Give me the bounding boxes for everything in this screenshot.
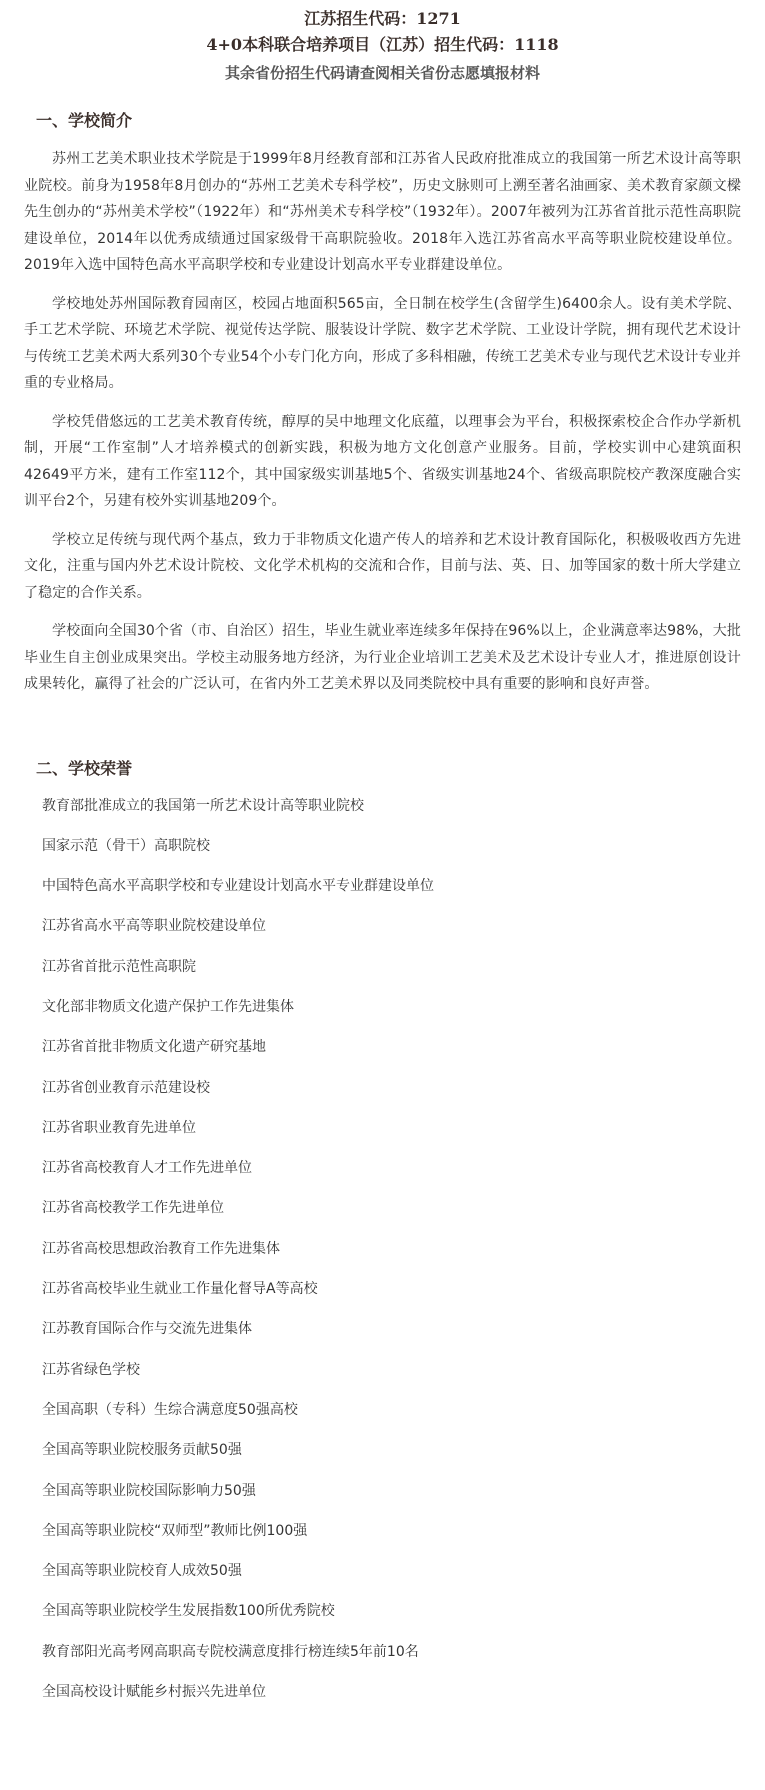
honor-item: 江苏教育国际合作与交流先进集体 — [42, 1321, 252, 1338]
honor-item: 江苏省创业教育示范建设校 — [42, 1079, 210, 1096]
admission-codes-header — [18, 6, 747, 86]
intro-paragraph-history: 苏州工艺美术职业技术学院是于1999年8月经教育部和江苏省人民政府批准成立的我国第一所艺术设计高等职业院校。前身为1958年8月创办的“苏州工艺美术专科学校”，历史文脉则可上溯至著名油画家、美术教育家颜文樑先生创办的“苏州美术学校”（1922年）和“苏州美术专科学校”（1932年）。2007年被列为江苏省首批示范性高职院建设单位，2014年以优秀成绩通过国家级骨干高职院验收。2018年入选江苏省高水平高等职业院校建设单位。2019年入选中国特色高水平高职学校和专业建设计划高水平专业群建设单位。 — [24, 151, 741, 273]
honor-item: 教育部阳光高考网高职高专院校满意度排行榜连续5年前10名 — [42, 1643, 419, 1660]
intro-paragraph-international: 学校立足传统与现代两个基点，致力于非物质文化遗产传人的培养和艺术设计教育国际化，积极吸收西方先进文化，注重与国内外艺术设计院校、文化学术机构的交流和合作，目前与法、英、日、加等国家的数十所大学建立了稳定的合作关系。 — [24, 531, 741, 601]
honor-item: 江苏省高校思想政治教育工作先进集体 — [42, 1240, 280, 1257]
honor-item: 全国高等职业院校服务贡献50强 — [42, 1442, 242, 1459]
honor-item: 江苏省职业教育先进单位 — [42, 1119, 196, 1136]
honor-item: 中国特色高水平高职学校和专业建设计划高水平专业群建设单位 — [42, 878, 434, 895]
section-title-honors: 二、学校荣誉 — [36, 758, 133, 778]
honor-item: 江苏省高校毕业生就业工作量化督导A等高校 — [42, 1281, 318, 1298]
intro-paragraph-employment: 学校面向全国30个省（市、自治区）招生，毕业生就业率连续多年保持在96%以上，企业满意率达98%，大批毕业生自主创业成果突出。学校主动服务地方经济，为行业企业培训工艺美术及艺术设计专业人才，推进原创设计成果转化，赢得了社会的广泛认可，在省内外工艺美术界以及同类院校中具有重要的影响和良好声誉。 — [24, 623, 741, 692]
intro-paragraph-campus: 学校地处苏州国际教育园南区，校园占地面积565亩，全日制在校学生(含留学生)6400余人。设有美术学院、手工艺术学院、环境艺术学院、视觉传达学院、服装设计学院、数字艺术学院、工业设计学院，拥有现代艺术设计与传统工艺美术两大系列30个专业54个小专门化方向，形成了多科相融，传统工艺美术专业与现代艺术设计专业并重的专业格局。 — [24, 295, 741, 391]
honor-item: 全国高等职业院校国际影响力50强 — [42, 1482, 256, 1499]
joint-program-admission-code: 4+0本科联合培养项目（江苏）招生代码：1118 — [206, 35, 559, 54]
honor-item: 江苏省绿色学校 — [42, 1361, 140, 1378]
honor-item: 江苏省高校教学工作先进单位 — [42, 1200, 224, 1217]
honor-item: 全国高等职业院校学生发展指数100所优秀院校 — [42, 1603, 335, 1620]
jiangsu-admission-code: 江苏招生代码：1271 — [304, 9, 461, 28]
honors-list — [18, 796, 747, 1703]
section-title-intro: 一、学校简介 — [36, 111, 133, 130]
honor-item: 文化部非物质文化遗产保护工作先进集体 — [42, 998, 294, 1015]
honor-item: 全国高校设计赋能乡村振兴先进单位 — [42, 1684, 266, 1701]
school-intro-section — [18, 108, 747, 698]
honor-item: 国家示范（骨干）高职院校 — [42, 837, 210, 854]
intro-paragraph-training: 学校凭借悠远的工艺美术教育传统，醇厚的吴中地理文化底蕴，以理事会为平台，积极探索校企合作办学新机制，开展“工作室制”人才培养模式的创新实践，积极为地方文化创意产业服务。目前，学校实训中心建筑面积42649平方米，建有工作室112个，其中国家级实训基地5个、省级实训基地24个、省级高职院校产教深度融合实训平台2个，另建有校外实训基地209个。 — [24, 413, 741, 509]
other-provinces-note: 其余省份招生代码请查阅相关省份志愿填报材料 — [224, 64, 540, 82]
honor-item: 江苏省高水平高等职业院校建设单位 — [42, 918, 266, 935]
honor-item: 教育部批准成立的我国第一所艺术设计高等职业院校 — [42, 797, 364, 814]
honor-item: 全国高等职业院校育人成效50强 — [42, 1563, 242, 1580]
honor-item: 江苏省首批非物质文化遗产研究基地 — [42, 1039, 266, 1056]
honor-item: 江苏省高校教育人才工作先进单位 — [42, 1160, 252, 1177]
school-honors-section — [18, 756, 747, 1703]
honor-item: 江苏省首批示范性高职院 — [42, 958, 196, 975]
honor-item: 全国高等职业院校“双师型”教师比例100强 — [42, 1522, 308, 1539]
honor-item: 全国高职（专科）生综合满意度50强高校 — [42, 1401, 298, 1418]
